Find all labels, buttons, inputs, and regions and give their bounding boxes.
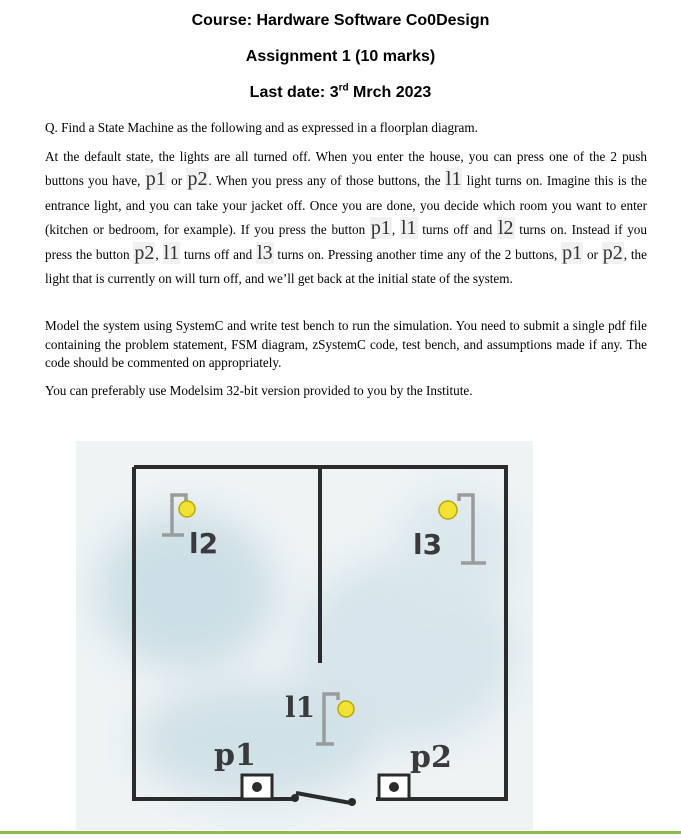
desc-text: turns off and	[417, 222, 497, 238]
var-l1: l1	[445, 168, 462, 191]
var-p2: p2	[602, 241, 623, 264]
var-p1: p1	[562, 241, 583, 264]
var-p1: p1	[370, 217, 391, 240]
var-l3: l3	[257, 241, 273, 264]
assignment-title: Assignment 1 (10 marks)	[245, 48, 436, 65]
desc-text: . When you press any of those buttons, the	[208, 173, 445, 189]
tool-paragraph: You can preferably use Modelsim 32-bit version provided to you by the Institute.	[45, 383, 473, 398]
var-l1: l1	[163, 241, 180, 264]
floorplan-svg	[76, 441, 533, 830]
last-date	[0, 84, 681, 102]
var-l1: l1	[400, 217, 417, 240]
var-p1: p1	[145, 168, 166, 191]
last-date-prefix: Last date: 3	[249, 84, 339, 101]
course-title: Course: Hardware Software Co0Design	[191, 12, 490, 29]
last-date-suffix: Mrch 2023	[348, 84, 432, 101]
label-p2: p2	[410, 740, 452, 775]
desc-text: turns on. Instead if you press the button	[45, 222, 647, 262]
desc-text: ,	[391, 222, 400, 238]
door-hinge	[348, 798, 356, 806]
desc-text: At the default state, the lights are all turned off. When you enter the house, you can press one of the 2 push buttons you have,	[45, 149, 647, 189]
label-l2: l2	[189, 527, 219, 560]
question-text: Q. Find a State Machine as the following and as expressed in a floorplan diagram.	[45, 120, 478, 135]
last-date-sup: rd	[338, 82, 349, 94]
label-p1: p1	[214, 738, 256, 773]
model-paragraph: Model the system using SystemC and write test bench to run the simulation. You need to submit a single pdf file containing the problem statement, FSM diagram, zSystemC code, test bench, and assumptions made if any. The code should be commented on appropriately.	[45, 318, 647, 370]
door-hinge	[291, 794, 299, 802]
desc-text: or	[166, 173, 187, 189]
floorplan-diagram	[76, 441, 533, 830]
desc-text: turns on. Pressing another time any of the 2 buttons,	[273, 246, 562, 262]
label-l3: l3	[413, 528, 443, 561]
desc-text: , the light that is currently on will turn off, and we’ll get back at the initial state of the system.	[45, 246, 648, 287]
push-button-p1-icon	[242, 775, 272, 799]
var-p2: p2	[187, 168, 208, 191]
desc-text: ,	[155, 246, 163, 262]
var-l2: l2	[497, 217, 514, 240]
footer-area	[0, 834, 681, 838]
desc-text: turns off and	[180, 246, 257, 262]
desc-text: or	[583, 246, 602, 262]
description-paragraph	[45, 145, 647, 291]
push-button-p2-icon	[379, 775, 409, 799]
label-l1: l1	[285, 691, 316, 724]
desc-text: light turns on. Imagine this is the entrance light, and you can take your jacket off. Once you are done, you decide which room you want to enter (kitchen or bedroom, for example). If you press the button	[45, 173, 647, 238]
var-p2: p2	[134, 241, 155, 264]
